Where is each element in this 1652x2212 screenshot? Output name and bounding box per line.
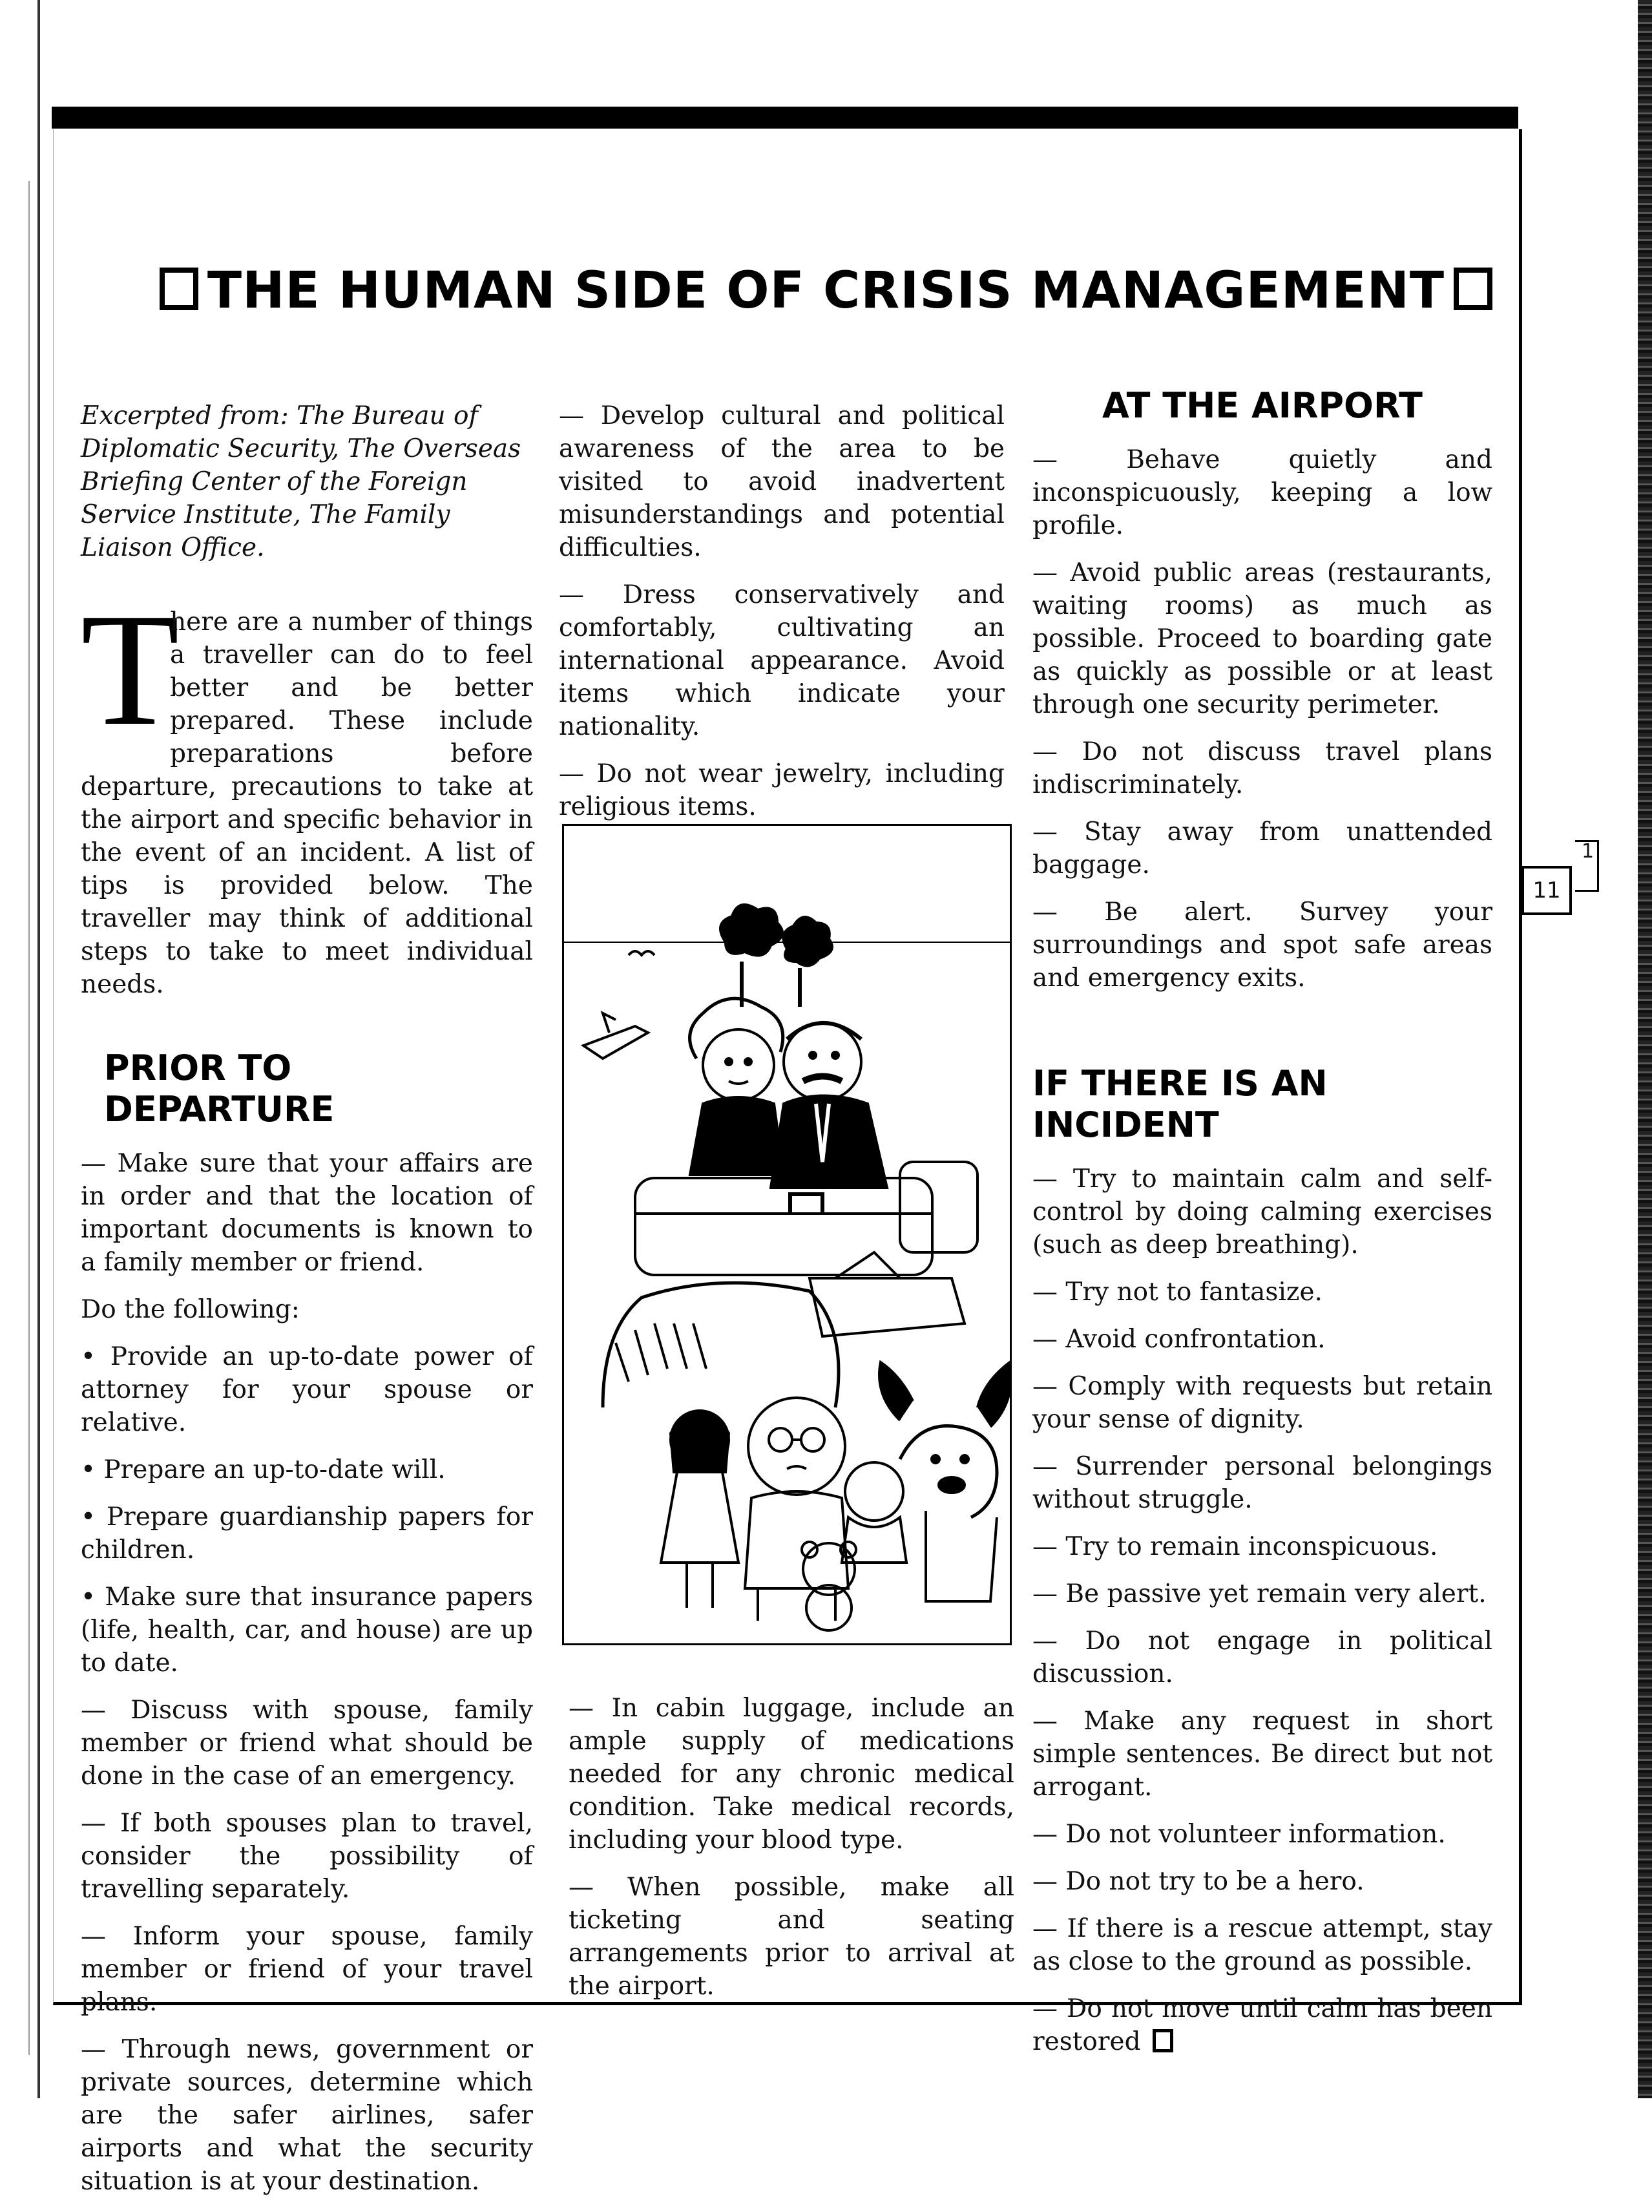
square-icon <box>1454 268 1492 310</box>
list-item: — Inform your spouse, family member or friend of your travel plans. <box>81 1922 533 2017</box>
column-middle-top <box>559 399 1005 837</box>
list-item: — Make any request in short simple sentences. Be direct but not arrogant. <box>1032 1707 1492 1802</box>
heading-prior-to-departure: PRIOR TO DEPARTURE <box>104 1048 335 1130</box>
column-middle-bottom <box>569 1692 1014 2017</box>
list-item: — In cabin luggage, include an ample supply of medications needed for any chronic medical condition. Take medical records, including your blood type. <box>569 1694 1014 1855</box>
list-item: — Surrender personal belongings without struggle. <box>1032 1452 1492 1514</box>
list-item: — Comply with requests but retain your sense of dignity. <box>1032 1372 1492 1434</box>
list-item: — Do not discuss travel plans indiscriminately. <box>1032 737 1492 799</box>
list-item: — Try not to fantasize. <box>1032 1278 1323 1307</box>
list-item: — Through news, government or private sources, determine which are the safer airlines, safer airports and what the security situation is at your destination. <box>81 2035 533 2196</box>
square-icon <box>160 268 198 310</box>
list-item: — Do not volunteer information. <box>1032 1820 1446 1849</box>
excerpt-credit: Excerpted from: The Bureau of Diplomatic Security, The Overseas Briefing Center of the Foreign Service Institute, The Family Liaison Office. <box>81 401 521 562</box>
family-luggage-illustration <box>562 824 1012 1645</box>
list-item: — Do not engage in political discussion. <box>1032 1627 1492 1689</box>
list-item: — Avoid confrontation. <box>1032 1325 1326 1354</box>
list-item: — When possible, make all ticketing and seating arrangements prior to arrival at the airport. <box>569 1873 1014 2001</box>
list-item: — Behave quietly and inconspicuously, keeping a low profile. <box>1032 445 1492 540</box>
list-item: — If both spouses plan to travel, consider the possibility of travelling separately. <box>81 1809 533 1904</box>
prior-item-affairs: — Make sure that your affairs are in order and that the location of important documents is known to a family member or friend. <box>81 1149 533 1277</box>
list-item: — Do not try to be a hero. <box>1032 1867 1364 1896</box>
list-item-last <box>1032 1992 1492 2058</box>
intro-paragraph <box>81 580 533 1001</box>
list-item: — Try to maintain calm and self-control by doing calming exercises (such as deep breathing). <box>1032 1164 1492 1259</box>
heading-if-there-is-an-incident: IF THERE IS AN INCIDENT <box>1032 1063 1328 1145</box>
page-tag: 1 <box>1582 840 1594 863</box>
last-item-text: — Do not move until calm has been restored <box>1032 1994 1492 2056</box>
do-following-label: Do the following: <box>81 1295 300 1324</box>
top-rule <box>52 107 1518 129</box>
page-edge-left-inner <box>28 181 30 2055</box>
intro-text: here are a number of things a traveller can do to feel better and be better prepared. These include preparations before departure, precautions to take at the airport and specific behavior in the event of an incident. A list of tips is provided below. The traveller may think of additional steps to take to meet individual needs. <box>81 607 533 999</box>
list-item: — Stay away from unattended baggage. <box>1032 817 1492 880</box>
list-item: — Develop cultural and political awareness of the area to be visited to avoid inadvertent misunderstandings and potential difficulties. <box>559 401 1005 562</box>
list-item: — Discuss with spouse, family member or friend what should be done in the case of an emergency. <box>81 1696 533 1791</box>
list-item: — Be passive yet remain very alert. <box>1032 1579 1487 1608</box>
page-number: 11 <box>1521 866 1572 915</box>
title-text: THE HUMAN SIDE OF CRISIS MANAGEMENT <box>207 262 1445 320</box>
list-item: — If there is a rescue attempt, stay as close to the ground as possible. <box>1032 1914 1492 1976</box>
bullet-item: • Prepare guardianship papers for children. <box>81 1502 533 1564</box>
illustration-drawing <box>564 826 1010 1643</box>
list-item: — Try to remain inconspicuous. <box>1032 1532 1438 1561</box>
bullet-item: • Make sure that insurance papers (life, health, car, and house) are up to date. <box>81 1583 533 1678</box>
end-square-icon <box>1153 2029 1173 2052</box>
bullet-item: • Prepare an up-to-date will. <box>81 1455 446 1484</box>
page-title <box>0 262 1652 320</box>
column-right <box>1032 385 1492 2072</box>
bullet-item: • Provide an up-to-date power of attorney for your spouse or relative. <box>81 1342 533 1437</box>
list-item: — Avoid public areas (restaurants, waiting rooms) as much as possible. Proceed to boarding gate as quickly as possible or at least through one security perimeter. <box>1032 558 1492 719</box>
drop-cap: T <box>81 580 180 759</box>
list-item: — Dress conservatively and comfortably, cultivating an international appearance. Avoid items which indicate your nationality. <box>559 580 1005 741</box>
heading-at-the-airport: AT THE AIRPORT <box>1102 385 1423 426</box>
list-item: — Be alert. Survey your surroundings and spot safe areas and emergency exits. <box>1032 898 1492 993</box>
list-item: — Do not wear jewelry, including religious items. <box>559 759 1005 821</box>
column-left <box>81 399 533 2212</box>
